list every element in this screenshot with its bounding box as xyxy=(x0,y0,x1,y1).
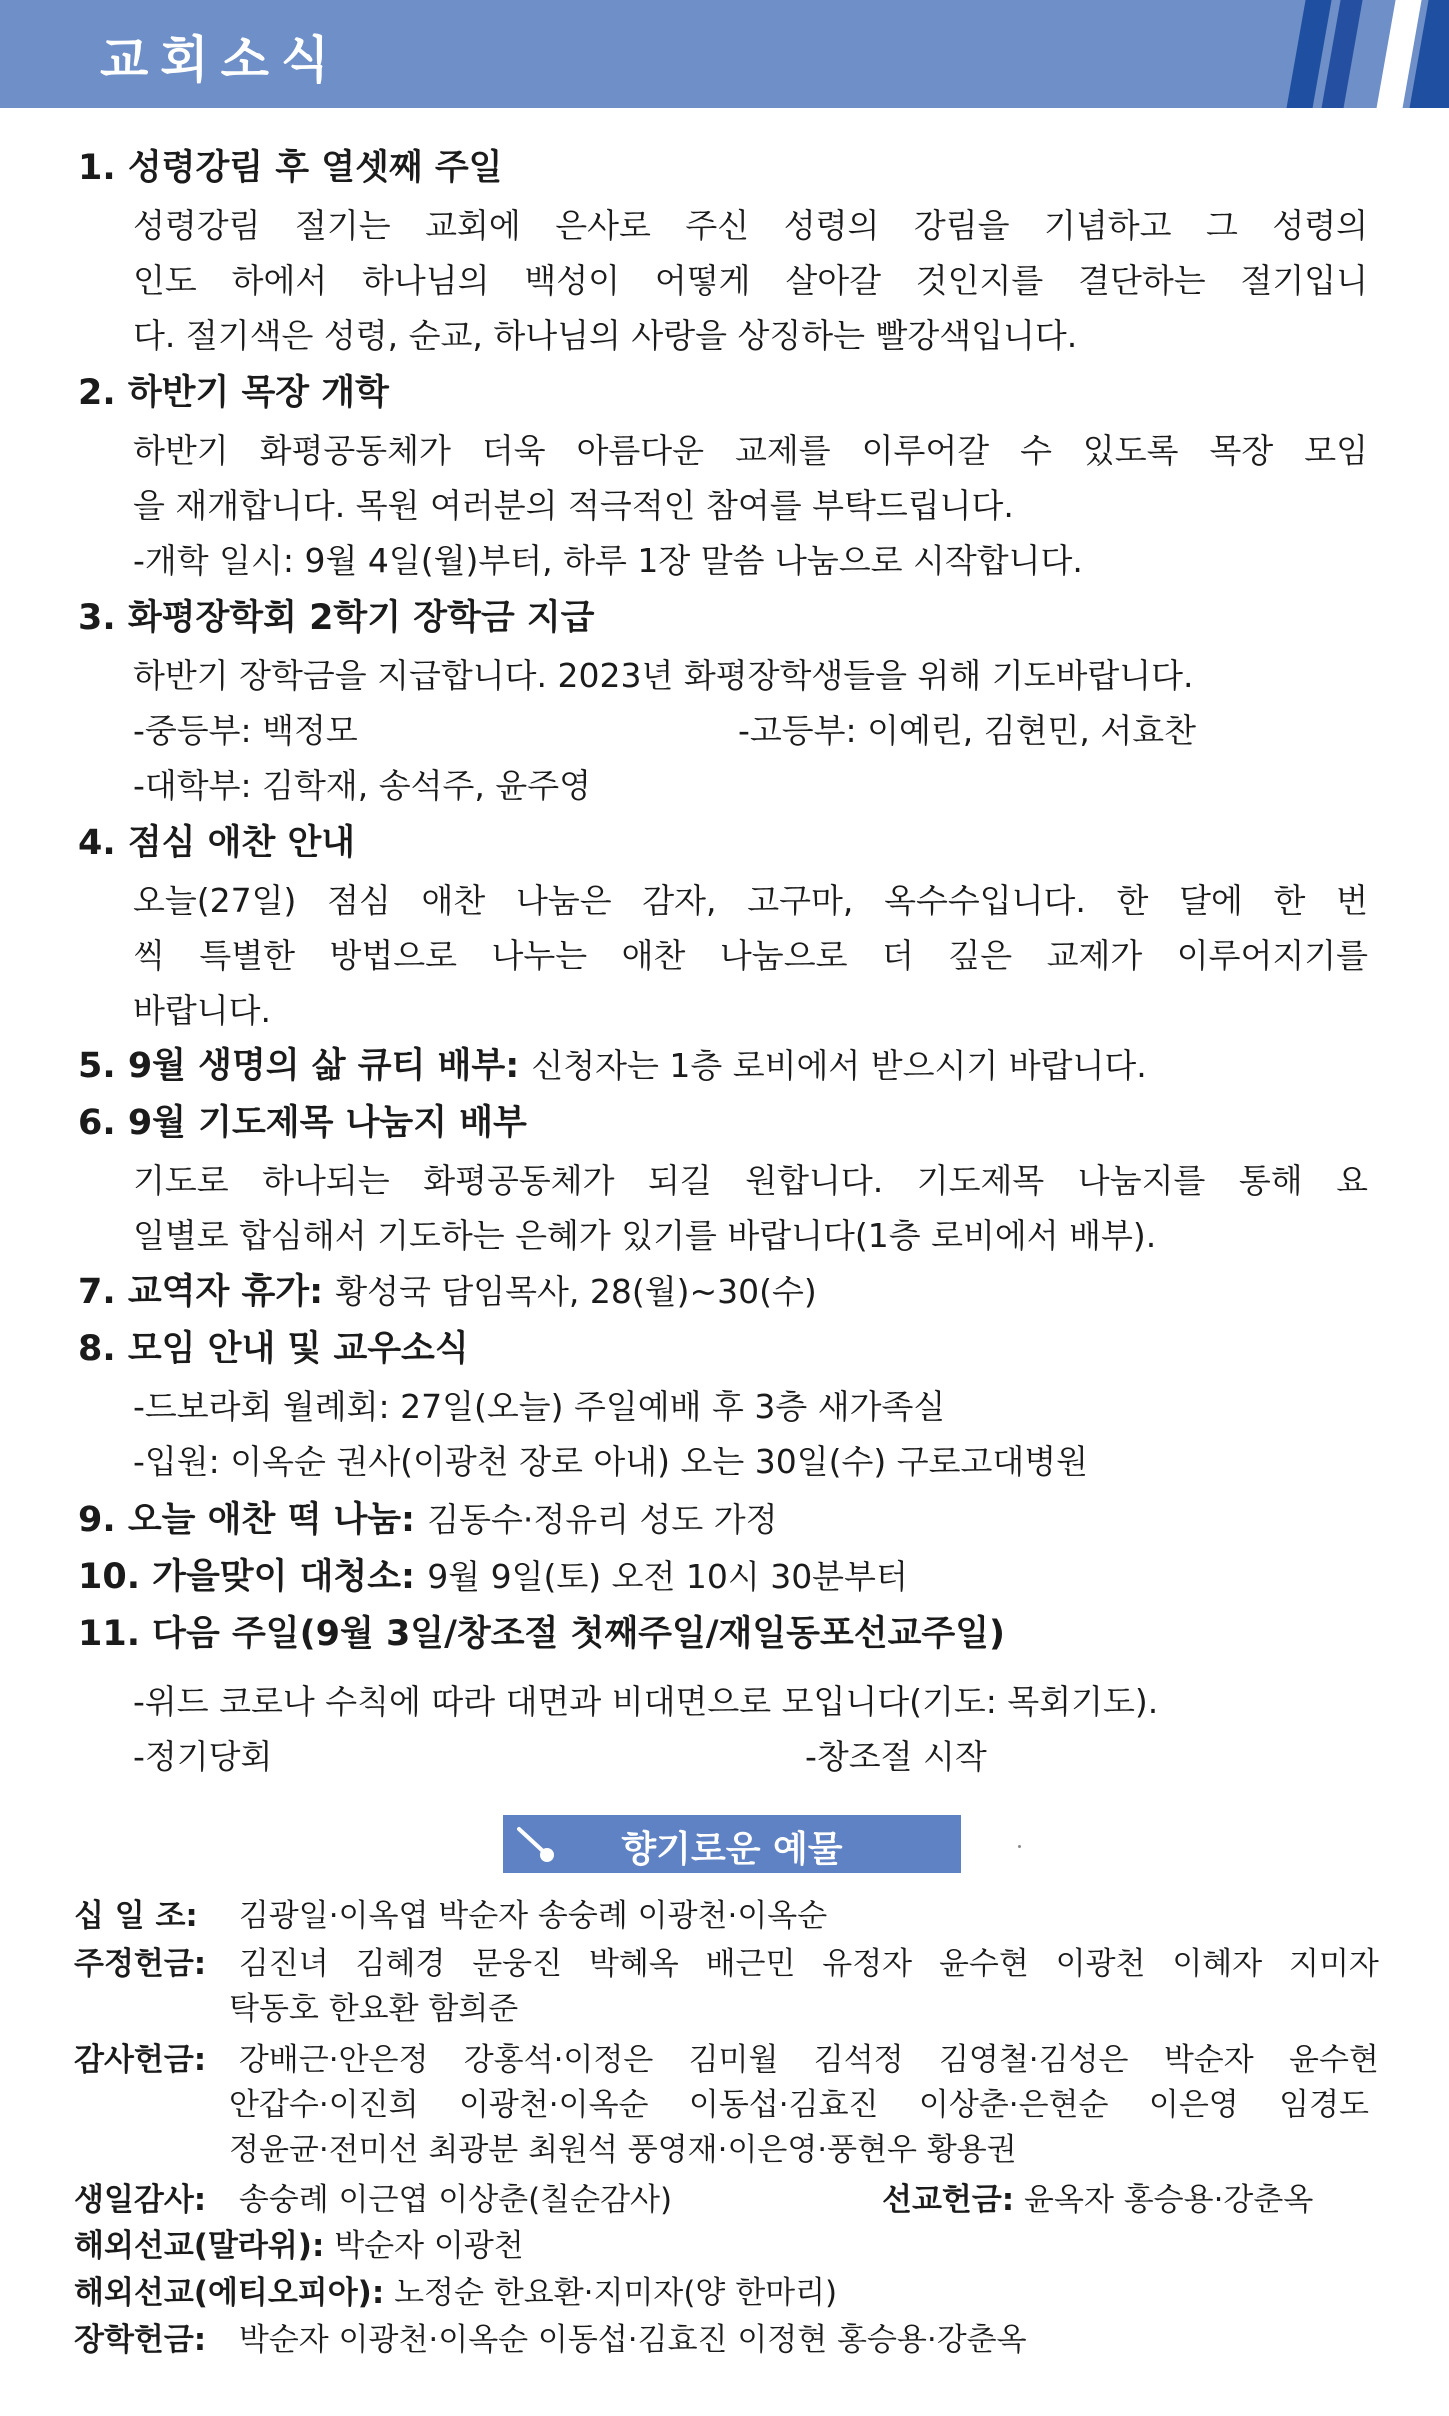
offering-banner xyxy=(503,1815,961,1873)
news-item-body: -창조절 시작 xyxy=(805,1737,987,1776)
news-item-body: 성령강림 절기는 교회에 은사로 주신 성령의 강림을 기념하고 그 성령의 xyxy=(133,206,1368,245)
offering-names: 박순자 이광천 xyxy=(334,2228,524,2264)
news-item-body: 인도 하에서 하나님의 백성이 어떻게 살아갈 것인지를 결단하는 절기입니 xyxy=(133,261,1368,300)
offering-row xyxy=(74,2273,837,2313)
news-item-body: -고등부: 이예린, 김현민, 서효찬 xyxy=(738,711,1197,750)
news-item-title: 4. 점심 애찬 안내 xyxy=(78,823,356,863)
offering-row xyxy=(882,2180,1313,2220)
decorative-dot xyxy=(1018,1845,1021,1848)
news-item-title: 8. 모임 안내 및 교우소식 xyxy=(78,1329,469,1369)
news-item-body: -개학 일시: 9월 4일(월)부터, 하루 1장 말씀 나눔으로 시작합니다. xyxy=(133,541,1083,580)
offering-names: 김진녀 김혜경 문웅진 박혜옥 배근민 유정자 윤수현 이광천 이혜자 지미자 xyxy=(238,1946,1379,1982)
offering-names: 노정순 한요환·지미자(양 한마리) xyxy=(394,2275,838,2311)
page-title: 교회소식 xyxy=(100,31,342,89)
offering-label: 해외선교(에티오피아): xyxy=(74,2275,385,2311)
offering-names: 박순자 이광천·이옥순 이동섭·김효진 이정현 홍승용·강춘옥 xyxy=(238,2322,1027,2358)
offering-label: 장학헌금: xyxy=(74,2322,207,2358)
news-item-title: 6. 9월 기도제목 나눔지 배부 xyxy=(78,1103,527,1143)
news-item-body: 씩 특별한 방법으로 나누는 애찬 나눔으로 더 깊은 교제가 이루어지기를 xyxy=(133,936,1368,975)
news-item-body: 일별로 합심해서 기도하는 은혜가 있기를 바랍니다(1층 로비에서 배부). xyxy=(133,1216,1157,1255)
news-item-body: -위드 코로나 수칙에 따라 대면과 비대면으로 모입니다(기도: 목회기도). xyxy=(133,1682,1159,1721)
news-item-inline-text: 9월 9일(토) 오전 10시 30분부터 xyxy=(427,1557,908,1596)
offering-names: 강배근·안은정 강홍석·이정은 김미월 김석정 김영철·김성은 박순자 윤수현 xyxy=(238,2042,1379,2078)
offering-label: 선교헌금: xyxy=(882,2182,1015,2218)
news-item-title xyxy=(78,1272,817,1312)
news-item-inline-text: 김동수·정유리 성도 가정 xyxy=(427,1500,778,1539)
offering-names: 윤옥자 홍승용·강춘옥 xyxy=(1024,2182,1314,2218)
news-item-body: 다. 절기색은 성령, 순교, 하나님의 사랑을 상징하는 빨강색입니다. xyxy=(133,316,1078,355)
news-item-body: 하반기 화평공동체가 더욱 아름다운 교제를 이루어갈 수 있도록 목장 모임 xyxy=(133,431,1368,470)
offering-names: 탁동호 한요환 함희준 xyxy=(229,1991,519,2027)
news-item-title: 1. 성령강림 후 열셋째 주일 xyxy=(78,148,503,188)
offering-banner-title: 향기로운 예물 xyxy=(621,1829,843,1870)
news-item-body: -정기당회 xyxy=(133,1737,273,1776)
news-item-body: -중등부: 백정모 xyxy=(133,711,358,750)
news-item-title-text: 10. 가을맞이 대청소: xyxy=(78,1557,416,1597)
news-item-title: 3. 화평장학회 2학기 장학금 지급 xyxy=(78,598,595,638)
news-item-title: 2. 하반기 목장 개학 xyxy=(78,373,389,413)
offering-label: 해외선교(말라위): xyxy=(74,2228,325,2264)
news-item-body: 기도로 하나되는 화평공동체가 되길 원합니다. 기도제목 나눔지를 통해 요 xyxy=(133,1161,1368,1200)
offering-names: 안갑수·이진희 이광천·이옥순 이동섭·김효진 이상춘·은현순 이은영 임경도 xyxy=(229,2087,1369,2123)
news-item-body: -드보라회 월례회: 27일(오늘) 주일예배 후 3층 새가족실 xyxy=(133,1387,946,1426)
news-item-body: 을 재개합니다. 목원 여러분의 적극적인 참여를 부탁드립니다. xyxy=(133,486,1014,525)
offering-row xyxy=(74,2320,1027,2360)
news-item-body: -대학부: 김학재, 송석주, 윤주영 xyxy=(133,766,592,805)
offering-row xyxy=(74,1896,827,1936)
news-item-inline-text: 황성국 담임목사, 28(월)~30(수) xyxy=(335,1272,817,1311)
offering-row xyxy=(74,2180,672,2220)
offering-row xyxy=(74,2040,1379,2080)
news-item-title-text: 5. 9월 생명의 삶 큐티 배부: xyxy=(78,1046,520,1086)
offering-names: 정윤균·전미선 최광분 최원석 풍영재·이은영·풍현우 황용권 xyxy=(229,2132,1017,2168)
offering-label: 생일감사: xyxy=(74,2182,207,2218)
news-item-title: 11. 다음 주일(9월 3일/창조절 첫째주일/재일동포선교주일) xyxy=(78,1614,1006,1654)
news-item-body: 하반기 장학금을 지급합니다. 2023년 화평장학생들을 위해 기도바랍니다. xyxy=(133,656,1194,695)
news-item-body: -입원: 이옥순 권사(이광천 장로 아내) 오는 30일(수) 구로고대병원 xyxy=(133,1442,1089,1481)
news-item-title xyxy=(78,1500,778,1540)
news-item-body: 바랍니다. xyxy=(133,991,272,1030)
news-item-body: 오늘(27일) 점심 애찬 나눔은 감자, 고구마, 옥수수입니다. 한 달에 한 번 xyxy=(133,881,1368,920)
offering-names: 김광일·이옥엽 박순자 송숭례 이광천·이옥순 xyxy=(238,1898,828,1934)
offering-label: 감사헌금: xyxy=(74,2042,207,2078)
offering-names: 송숭례 이근엽 이상춘(칠순감사) xyxy=(238,2182,673,2218)
offering-label: 십 일 조: xyxy=(74,1898,198,1934)
news-item-title xyxy=(78,1557,908,1597)
news-item-inline-text: 신청자는 1층 로비에서 받으시기 바랍니다. xyxy=(531,1046,1147,1085)
news-item-title xyxy=(78,1046,1147,1086)
news-item-title-text: 9. 오늘 애찬 떡 나눔: xyxy=(78,1500,416,1540)
offering-label: 주정헌금: xyxy=(74,1946,207,1982)
news-item-title-text: 7. 교역자 휴가: xyxy=(78,1272,324,1312)
offering-row xyxy=(74,1944,1379,1984)
page-header xyxy=(0,0,1449,108)
offering-row xyxy=(74,2226,524,2266)
